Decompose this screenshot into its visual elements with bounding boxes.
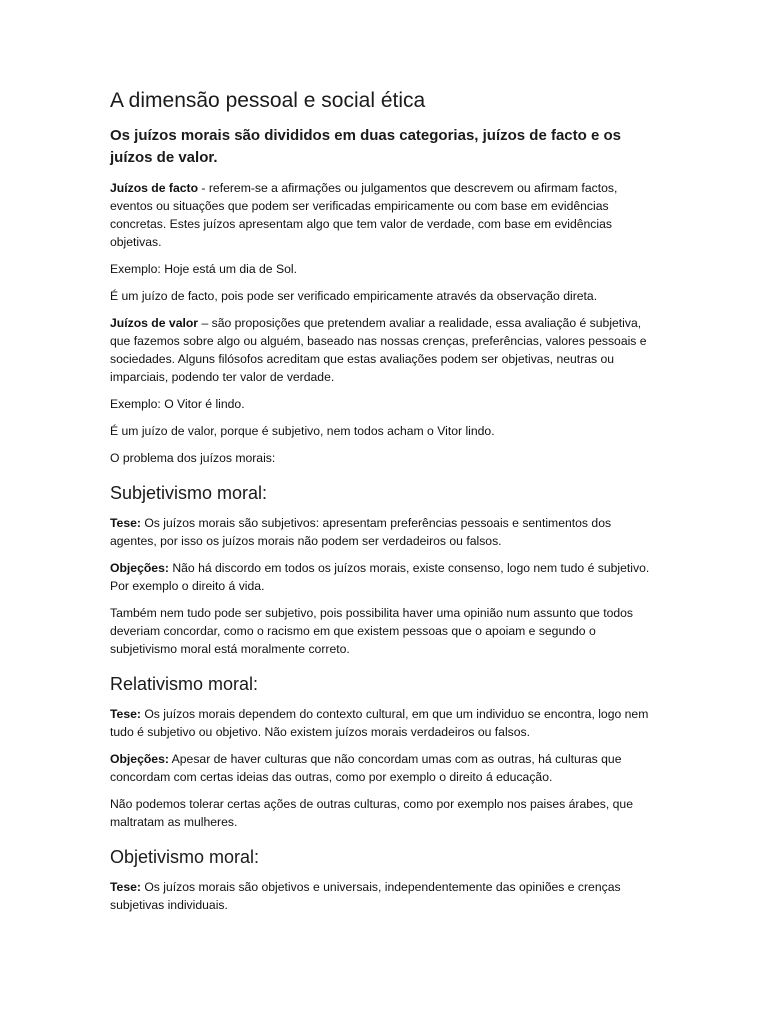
subjetivismo-tese-label: Tese: bbox=[110, 516, 141, 530]
juizos-valor-term: Juízos de valor bbox=[110, 316, 199, 330]
objetivismo-heading: Objetivismo moral: bbox=[110, 847, 260, 867]
relativismo-heading: Relativismo moral: bbox=[110, 674, 259, 694]
subjetivismo-objecoes-label: Objeções: bbox=[110, 561, 169, 575]
explicacao-facto: É um juízo de facto, pois pode ser verificado empiricamente através da observação direta. bbox=[110, 289, 598, 303]
relativismo-tese bbox=[110, 705, 656, 741]
subjetivismo-tese-text: Os juízos morais são subjetivos: apresentam preferências pessoais e sentimentos dos agentes, por isso os juízos morais não podem ser verdadeiros ou falsos. bbox=[110, 516, 612, 548]
objetivismo-tese-label: Tese: bbox=[110, 880, 141, 894]
lead-paragraph: Os juízos morais são divididos em duas categorias, juízos de facto e os juízos de valor. bbox=[110, 127, 621, 166]
exemplo-facto: Exemplo: Hoje está um dia de Sol. bbox=[110, 262, 297, 276]
problema-juizos-morais: O problema dos juízos morais: bbox=[110, 451, 276, 465]
relativismo-tese-text: Os juízos morais dependem do contexto cultural, em que um individuo se encontra, logo nem tudo é subjetivo ou objetivo. Não existem juízos morais verdadeiros ou falsos. bbox=[110, 707, 649, 739]
subjetivismo-heading: Subjetivismo moral: bbox=[110, 483, 268, 503]
relativismo-tese-label: Tese: bbox=[110, 707, 141, 721]
exemplo-valor: Exemplo: O Vitor é lindo. bbox=[110, 397, 245, 411]
subjetivismo-tese bbox=[110, 514, 656, 550]
page-title: A dimensão pessoal e social ética bbox=[110, 89, 426, 112]
juizos-facto-text: - referem-se a afirmações ou julgamentos que descrevem ou afirmam factos, eventos ou situações que podem ser verificadas empiricamente ou com base em evidências concretas. Estes juízos apresentam algo que tem valor de verdade, com base em evidências objetivas. bbox=[110, 181, 618, 249]
juizos-valor-text: – são proposições que pretendem avaliar a realidade, essa avaliação é subjetiva, que fazemos sobre algo ou alguém, baseado nas nossas crenças, preferências, valores pessoais e sociedades. Alguns filósofos acreditam que estas avaliações podem ser objetivas, neutras ou imparciais, podendo ter valor de verdade. bbox=[110, 316, 647, 384]
subjetivismo-extra: Também nem tudo pode ser subjetivo, pois possibilita haver uma opinião num assunto que todos deveriam concordar, como o racismo em que existem pessoas que o apoiam e segundo o subjetivismo moral está moralmente correto. bbox=[110, 606, 634, 656]
juizos-facto-paragraph bbox=[110, 179, 656, 251]
relativismo-objecoes-label: Objeções: bbox=[110, 752, 169, 766]
subjetivismo-objecoes-text: Não há discordo em todos os juízos morais, existe consenso, logo nem tudo é subjetivo. Por exemplo o direito á vida. bbox=[110, 561, 650, 593]
juizos-facto-term: Juízos de facto bbox=[110, 181, 199, 195]
subjetivismo-objecoes bbox=[110, 559, 656, 595]
juizos-valor-paragraph bbox=[110, 314, 656, 386]
relativismo-extra: Não podemos tolerar certas ações de outras culturas, como por exemplo nos paises árabes, que maltratam as mulheres. bbox=[110, 797, 633, 829]
explicacao-valor: É um juízo de valor, porque é subjetivo, nem todos acham o Vitor lindo. bbox=[110, 424, 495, 438]
document-content bbox=[110, 88, 656, 923]
relativismo-objecoes bbox=[110, 750, 656, 786]
objetivismo-tese bbox=[110, 878, 656, 914]
objetivismo-tese-text: Os juízos morais são objetivos e universais, independentemente das opiniões e crenças subjetivas individuais. bbox=[110, 880, 621, 912]
relativismo-objecoes-text: Apesar de haver culturas que não concordam umas com as outras, há culturas que concordam com certas ideias das outras, como por exemplo o direito á educação. bbox=[110, 752, 622, 784]
